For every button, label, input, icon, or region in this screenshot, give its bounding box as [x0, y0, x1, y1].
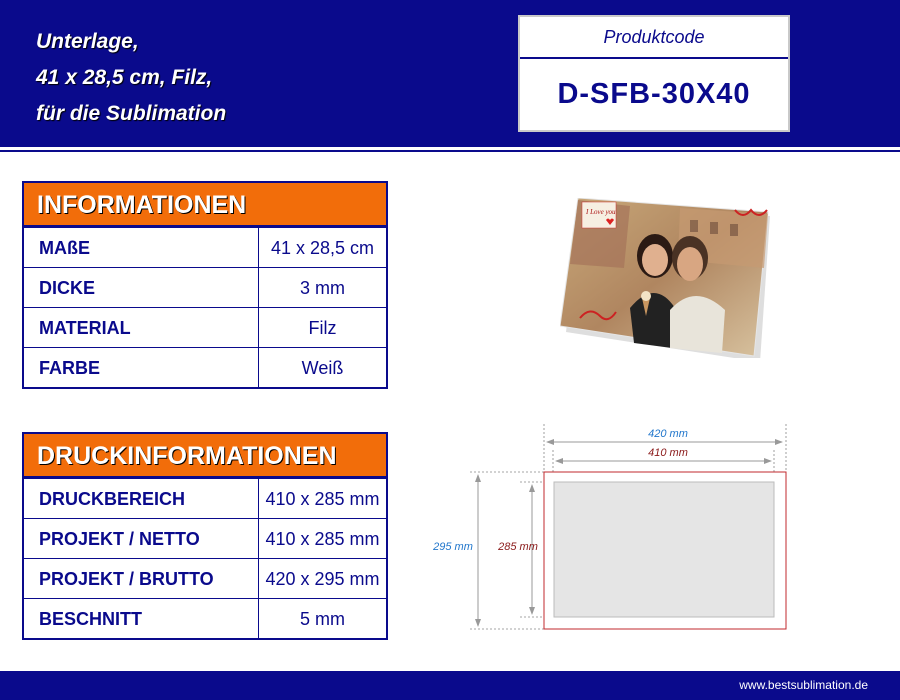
- inner-height-label: 285 mm: [498, 541, 538, 553]
- print-area-rect: [554, 482, 774, 617]
- product-code-value: D-SFB-30X40: [557, 78, 751, 110]
- info-table: [22, 181, 388, 389]
- product-code-box: [518, 15, 790, 132]
- row-key: BESCHNITT: [24, 599, 259, 638]
- row-value: 410 x 285 mm: [265, 529, 380, 549]
- print-table-title: DRUCKINFORMATIONEN: [24, 434, 386, 478]
- title-line-3: für die Sublimation: [36, 102, 227, 125]
- table-row: [24, 518, 386, 558]
- table-row: [24, 558, 386, 598]
- table-row: [24, 227, 386, 267]
- product-code-label: Produktcode: [520, 17, 788, 59]
- table-row: [24, 307, 386, 347]
- row-key: FARBE: [24, 348, 259, 387]
- footer-bar: [0, 671, 900, 700]
- row-key: PROJEKT / BRUTTO: [24, 559, 259, 598]
- outer-width-label: 420 mm: [648, 428, 688, 440]
- title-line-1: Unterlage,: [36, 30, 139, 53]
- row-value: Filz: [308, 318, 337, 338]
- row-value: 5 mm: [300, 609, 345, 629]
- info-table-title: INFORMATIONEN: [24, 183, 386, 227]
- row-key: DRUCKBEREICH: [24, 479, 259, 518]
- photo-caption: I Love you: [586, 208, 616, 216]
- footer-url[interactable]: www.bestsublimation.de: [739, 678, 868, 692]
- header-banner: [0, 0, 900, 150]
- product-photo: [560, 198, 770, 358]
- product-photo-illustration: [560, 198, 770, 358]
- print-info-table: [22, 432, 388, 640]
- table-row: [24, 267, 386, 307]
- inner-width-label: 410 mm: [648, 447, 688, 459]
- title-line-2: 41 x 28,5 cm, Filz,: [36, 66, 213, 89]
- row-value: 3 mm: [300, 278, 345, 298]
- row-value: 420 x 295 mm: [265, 569, 380, 589]
- table-row: [24, 598, 386, 638]
- table-row: [24, 347, 386, 387]
- row-key: PROJEKT / NETTO: [24, 519, 259, 558]
- row-value: 410 x 285 mm: [265, 489, 380, 509]
- row-value: Weiß: [301, 358, 344, 378]
- dimension-diagram: [420, 420, 800, 640]
- row-value: 41 x 28,5 cm: [270, 238, 375, 258]
- row-key: MAßE: [24, 228, 259, 267]
- outer-height-label: 295 mm: [433, 541, 473, 553]
- row-key: DICKE: [24, 268, 259, 307]
- product-title: [36, 24, 226, 132]
- row-key: MATERIAL: [24, 308, 259, 347]
- table-row: [24, 478, 386, 518]
